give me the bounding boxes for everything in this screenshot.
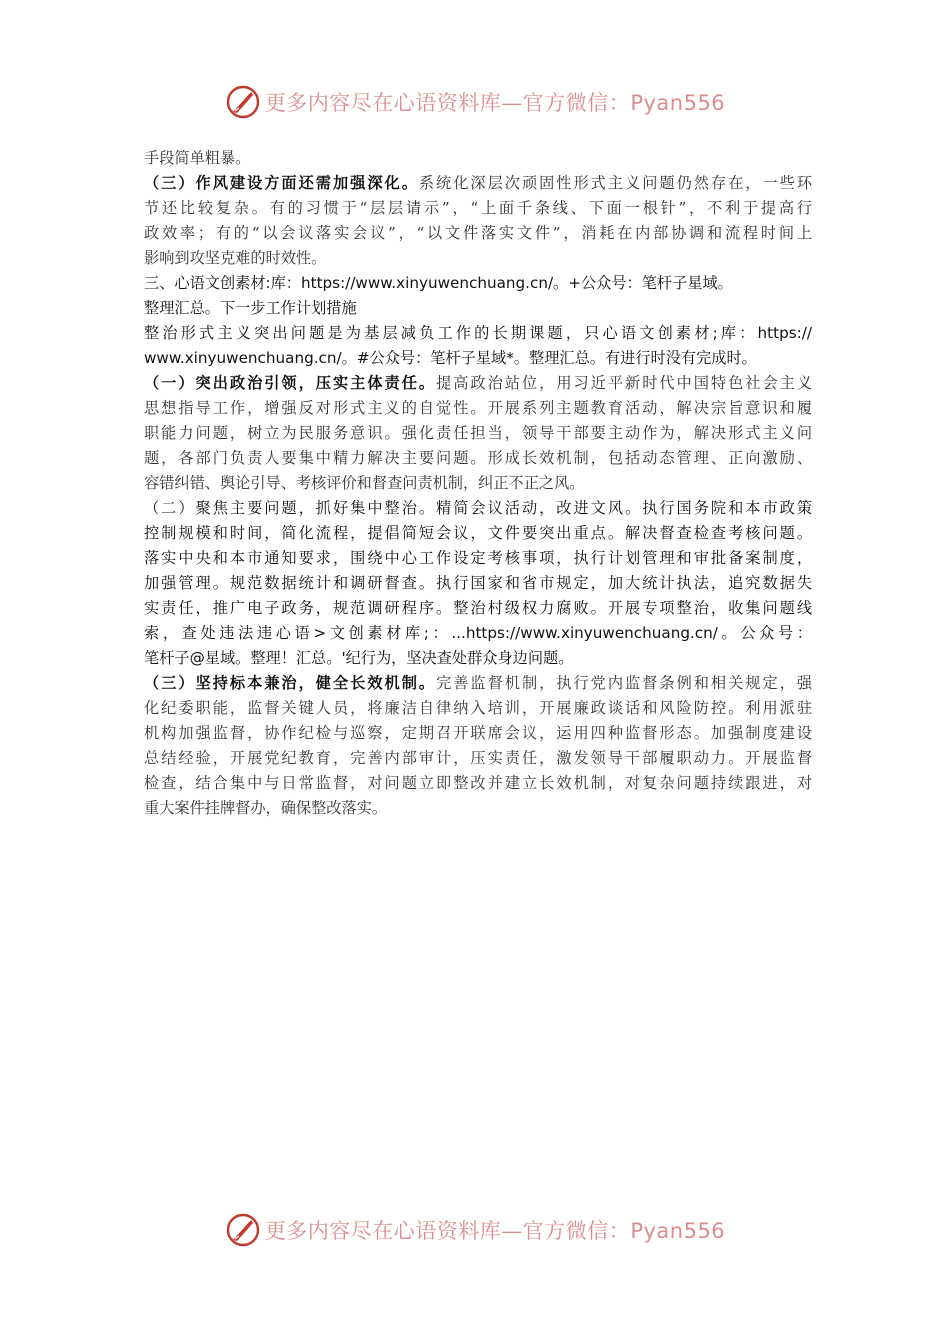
text-span: （一）突出政治引领，压实主体责任。 xyxy=(144,374,437,392)
text-span: 控制规模和时间，简化流程，提倡简短会议，文件要突出重点。解决督查检查考核问题。 xyxy=(144,524,812,542)
text-line xyxy=(144,246,812,271)
banner-text: 更多内容尽在心语资料库—官方微信：Pyan556 xyxy=(264,1219,726,1243)
header-banner xyxy=(0,84,950,120)
text-line xyxy=(144,771,812,796)
text-span: 重大案件挂牌督办，确保整改落实。 xyxy=(144,799,387,817)
text-line xyxy=(144,321,812,346)
text-line xyxy=(144,696,812,721)
text-span: 题，各部门负责人要集中精力解决主要问题。形成长效机制，包括动态管理、正向激励、 xyxy=(144,449,812,467)
text-span: 索，查处违法违心语>文创素材库;：...https://www.xinyuwenchuang.cn/。公众号： xyxy=(144,624,812,642)
text-line xyxy=(144,546,812,571)
text-line xyxy=(144,421,812,446)
text-span: 检查，结合集中与日常监督，对问题立即整改并建立长效机制，对复杂问题持续跟进，对 xyxy=(144,774,812,792)
text-span: 完善监督机制，执行党内监督条例和相关规定，强 xyxy=(436,674,813,692)
text-span: 节还比较复杂。有的习惯于“层层请示”，“上面千条线、下面一根针”，不利于提高行 xyxy=(144,199,812,217)
text-line xyxy=(144,621,812,646)
text-span: 落实中央和本市通知要求，围绕中心工作设定考核事项，执行计划管理和审批备案制度， xyxy=(144,549,812,567)
text-line xyxy=(144,296,812,321)
text-span: 影响到攻坚克难的时效性。 xyxy=(144,249,327,267)
text-line xyxy=(144,446,812,471)
banner-text: 更多内容尽在心语资料库—官方微信：Pyan556 xyxy=(264,91,726,115)
text-span: 加强管理。规范数据统计和调研督查。执行国家和省市规定，加大统计执法，追究数据失 xyxy=(144,574,812,592)
text-span: www.xinyuwenchuang.cn/。#公众号：笔杆子星域*。整理汇总。有进行时没有完成时。 xyxy=(144,349,757,367)
text-line xyxy=(144,571,812,596)
text-span: 系统化深层次顽固性形式主义问题仍然存在，一些环 xyxy=(418,174,813,192)
text-span: 职能力问题，树立为民服务意识。强化责任担当，领导干部要主动作为，解决形式主义问 xyxy=(144,424,812,442)
text-line xyxy=(144,746,812,771)
text-line xyxy=(144,371,812,396)
text-line xyxy=(144,171,812,196)
text-line xyxy=(144,221,812,246)
quill-logo-icon xyxy=(225,84,261,120)
text-line xyxy=(144,396,812,421)
banner-wechat-id: Pyan556 xyxy=(630,1219,726,1243)
text-line xyxy=(144,496,812,521)
text-span: 总结经验，开展党纪教育，完善内部审计，压实责任，激发领导干部履职动力。开展监督 xyxy=(144,749,812,767)
text-span: 笔杆子@星域。整理！汇总。'纪行为，坚决查处群众身边问题。 xyxy=(144,649,574,667)
text-span: 机构加强监督，协作纪检与巡察，定期召开联席会议，运用四种监督形态。加强制度建设 xyxy=(144,724,812,742)
text-span: 三、心语文创素材:库：https://www.xinyuwenchuang.cn/。+公众号：笔杆子星域。 xyxy=(144,274,733,292)
text-line xyxy=(144,596,812,621)
text-line xyxy=(144,646,812,671)
text-line xyxy=(144,521,812,546)
text-line xyxy=(144,146,812,171)
text-span: 整理汇总。下一步工作计划措施 xyxy=(144,299,357,317)
text-line xyxy=(144,346,812,371)
text-span: 手段简单粗暴。 xyxy=(144,149,251,167)
text-span: （三）坚持标本兼治，健全长效机制。 xyxy=(144,674,437,692)
text-line xyxy=(144,721,812,746)
text-line xyxy=(144,671,812,696)
text-line xyxy=(144,471,812,496)
text-span: 实责任，推广电子政务，规范调研程序。整治村级权力腐败。开展专项整治，收集问题线 xyxy=(144,599,812,617)
text-span: （三）作风建设方面还需加强深化。 xyxy=(144,174,419,192)
text-span: 整治形式主义突出问题是为基层减负工作的长期课题，只心语文创素材;库：https:// xyxy=(144,324,812,342)
text-span: 化纪委职能，监督关键人员，将廉洁自律纳入培训，开展廉政谈话和风险防控。利用派驻 xyxy=(144,699,812,717)
text-span: 思想指导工作，增强反对形式主义的自觉性。开展系列主题教育活动，解决宗旨意识和履 xyxy=(144,399,812,417)
text-span: 提高政治站位，用习近平新时代中国特色社会主义 xyxy=(436,374,813,392)
text-line xyxy=(144,796,812,821)
banner-wechat-id: Pyan556 xyxy=(630,91,726,115)
text-line xyxy=(144,271,812,296)
text-line xyxy=(144,196,812,221)
footer-banner xyxy=(0,1212,950,1248)
text-span: 政效率；有的“以会议落实会议”，“以文件落实文件”，消耗在内部协调和流程时间上 xyxy=(144,224,812,242)
text-span: 容错纠错、舆论引导、考核评价和督查问责机制，纠正不正之风。 xyxy=(144,474,585,492)
quill-logo-icon xyxy=(225,1212,261,1248)
text-span: （二）聚焦主要问题，抓好集中整治。精简会议活动，改进文风。执行国务院和本市政策 xyxy=(144,499,812,517)
document-body xyxy=(144,146,812,821)
